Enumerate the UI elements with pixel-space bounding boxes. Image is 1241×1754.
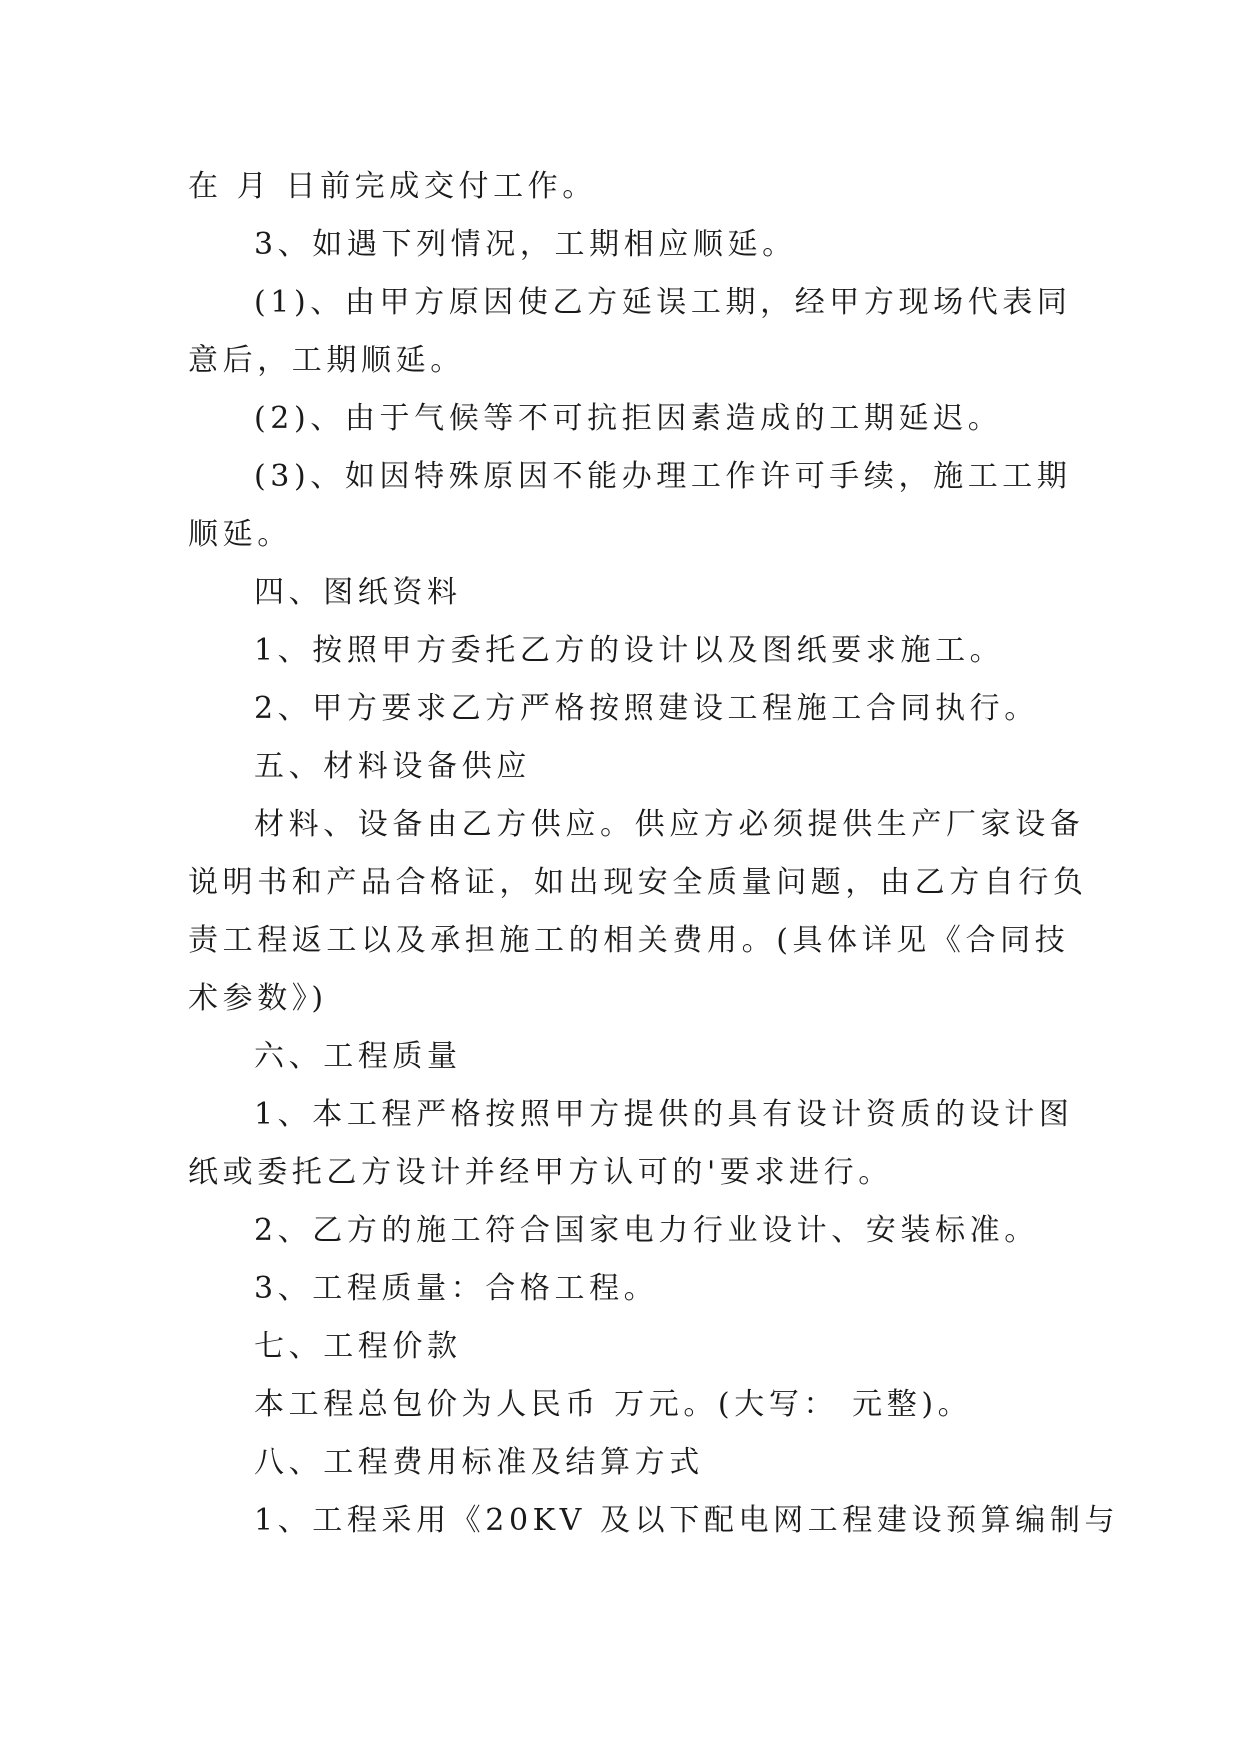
text-line: 说明书和产品合格证，如出现安全质量问题，由乙方自行负 <box>188 865 1088 900</box>
text-line: (3)、如因特殊原因不能办理工作许可手续，施工工期 <box>254 459 1072 494</box>
text-line: 术参数》) <box>188 981 328 1016</box>
text-line: 1、按照甲方委托乙方的设计以及图纸要求施工。 <box>254 633 1005 668</box>
text-line: 责工程返工以及承担施工的相关费用。(具体详见《合同技 <box>188 923 1070 958</box>
text-line: 在 月 日前完成交付工作。 <box>188 169 597 204</box>
text-line: 顺延。 <box>188 517 292 552</box>
text-line: 2、乙方的施工符合国家电力行业设计、安装标准。 <box>254 1213 1039 1248</box>
section-heading: 六、工程质量 <box>254 1039 462 1074</box>
section-heading: 五、材料设备供应 <box>254 749 531 784</box>
text-line: 2、甲方要求乙方严格按照建设工程施工合同执行。 <box>254 691 1039 726</box>
section-heading: 七、工程价款 <box>254 1329 462 1364</box>
text-line: (1)、由甲方原因使乙方延误工期，经甲方现场代表同 <box>254 285 1072 320</box>
text-line: 1、本工程严格按照甲方提供的具有设计资质的设计图 <box>254 1097 1074 1132</box>
text-line: 纸或委托乙方设计并经甲方认可的'要求进行。 <box>188 1155 893 1190</box>
document-page <box>188 158 1120 1550</box>
text-line: 3、工程质量：合格工程。 <box>254 1271 659 1306</box>
text-line: 材料、设备由乙方供应。供应方必须提供生产厂家设备 <box>254 807 1085 842</box>
section-heading: 八、工程费用标准及结算方式 <box>254 1445 704 1480</box>
section-heading: 四、图纸资料 <box>254 575 462 610</box>
text-line: 本工程总包价为人民币 万元。(大写： 元整)。 <box>254 1387 973 1422</box>
text-line: 3、如遇下列情况，工期相应顺延。 <box>254 227 797 262</box>
text-line: 1、工程采用《20KV 及以下配电网工程建设预算编制与 <box>254 1503 1120 1538</box>
text-line: 意后，工期顺延。 <box>188 343 465 378</box>
text-line: (2)、由于气候等不可抗拒因素造成的工期延迟。 <box>254 401 1003 436</box>
